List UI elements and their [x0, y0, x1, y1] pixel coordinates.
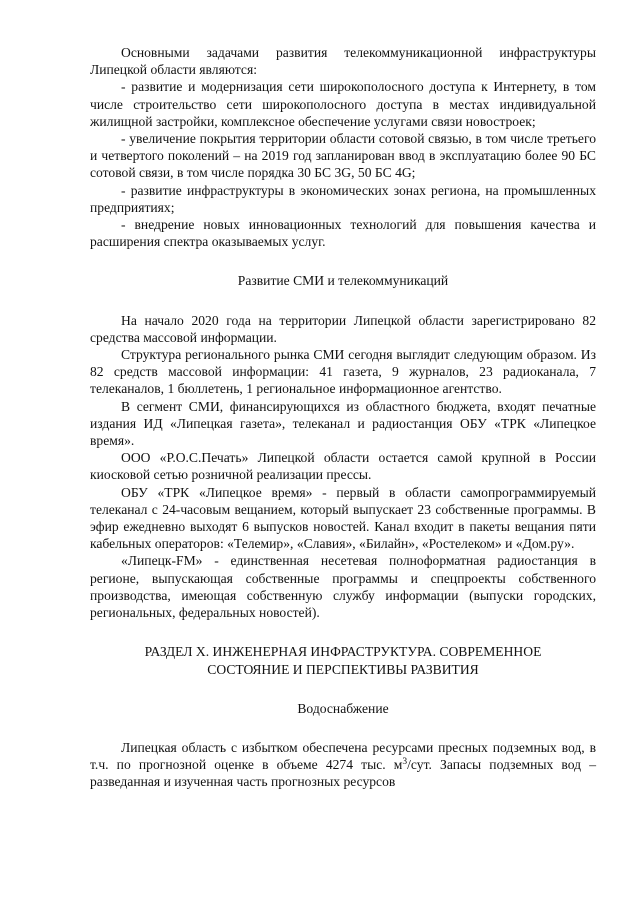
section-heading-media: Развитие СМИ и телекоммуникаций	[237, 273, 449, 289]
paragraph: Структура регионального рынка СМИ сегодня выглядит следующим образом. Из 82 средств массовой информации: 41 газета, 9 журналов, 23 радиоканала, 7 телеканалов, 1 бюллетень, 1 региональное информационное агентство.	[90, 347, 596, 397]
list-item: - внедрение новых инновационных технологий для повышения качества и расширения спектра оказываемых услуг.	[90, 217, 596, 250]
water-text-part-2: /сут. Запасы подземных вод – разведанная и изученная часть прогнозных ресурсов	[90, 757, 596, 790]
superscript-cubed: 3	[402, 756, 408, 767]
chapter-title-line-1: РАЗДЕЛ X. ИНЖЕНЕРНАЯ ИНФРАСТРУКТУРА. СОВРЕМЕННОЕ	[144, 644, 542, 660]
paragraph: В сегмент СМИ, финансирующихся из областного бюджета, входят печатные издания ИД «Липецкая газета», телеканал и радиостанция ОБУ «ТРК «Липецкое время».	[90, 398, 596, 449]
list-item: - развитие и модернизация сети широкополосного доступа к Интернету, в том числе строительство сети широкополосного доступа в местах индивидуальной жилищной застройки, комплексное обеспечение услугами связи новостроек;	[90, 79, 596, 129]
list-item: - развитие инфраструктуры в экономических зонах региона, на промышленных предприятиях;	[90, 182, 596, 215]
paragraph: На начало 2020 года на территории Липецкой области зарегистрировано 82 средства массовой информации.	[90, 312, 596, 345]
paragraph: «Липецк-FM» - единственная несетевая полноформатная радиостанция в регионе, выпускающая собственные программы и спецпроекты собственного производства, имеющая собственную службу информации (выпуски городских, региональных, федеральных новостей).	[90, 553, 596, 621]
chapter-title-line-2: СОСТОЯНИЕ И ПЕРСПЕКТИВЫ РАЗВИТИЯ	[207, 661, 479, 677]
list-item: - увеличение покрытия территории области сотовой связью, в том числе третьего и четвертого поколений – на 2019 год запланирован ввод в эксплуатацию более 90 БС сотовой связи, в том числе порядка 30 БС 3G, 50 БС 4G;	[90, 131, 596, 181]
section-heading-water: Водоснабжение	[297, 700, 389, 716]
water-paragraph	[90, 739, 596, 791]
paragraph: ООО «Р.О.С.Печать» Липецкой области остается самой крупной в России киосковой сетью розничной реализации прессы.	[90, 450, 596, 483]
page-content	[90, 44, 596, 791]
paragraph: ОБУ «ТРК «Липецкое время» - первый в области самопрограммируемый телеканал с 24-часовым вещанием, который выпускает 23 собственные программы. В эфир ежедневно выходят 6 выпусков новостей. Канал входит в пакеты вещания пяти кабельных операторов: «Телемир», «Славия», «Билайн», «Ростелеком» и «Дом.ру».	[90, 484, 596, 552]
intro-lead: Основными задачами развития телекоммуникационной инфраструктуры Липецкой области являются:	[90, 45, 596, 78]
water-text-part-1: Липецкая область с избытком обеспечена ресурсами пресных подземных вод, в т.ч. по прогнозной оценке в объеме 4274 тыс. м	[90, 739, 596, 773]
